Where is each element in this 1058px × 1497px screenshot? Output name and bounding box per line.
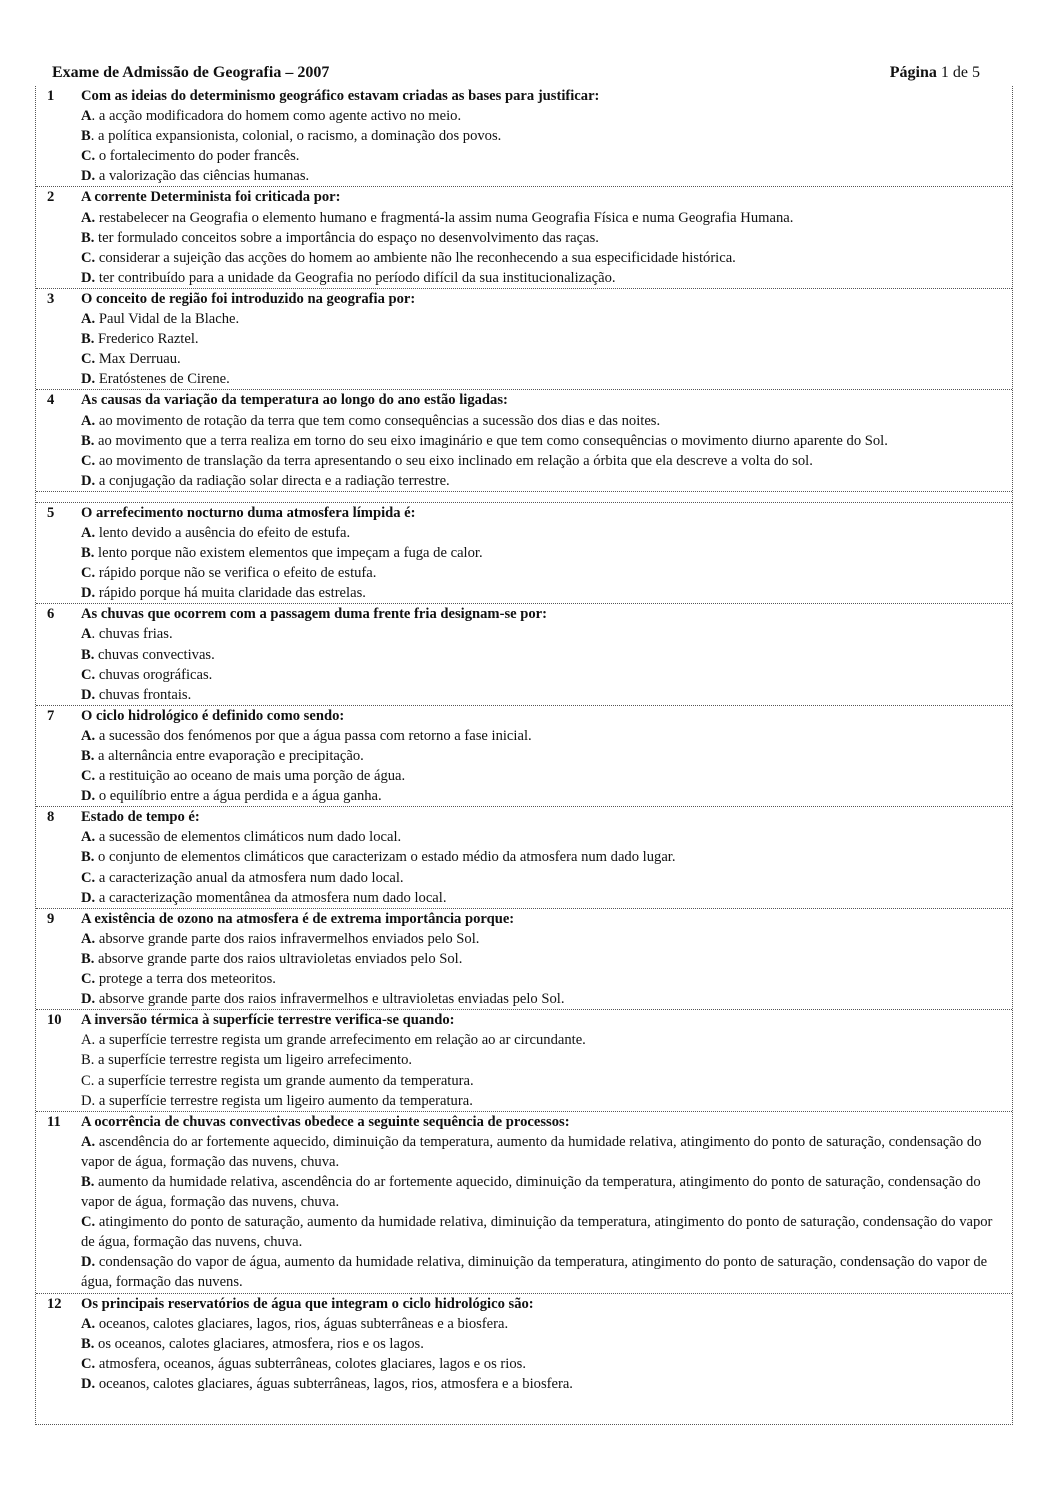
option-text: . a acção modificadora do homem como agente activo no meio.: [91, 108, 462, 125]
question-7: [36, 706, 1012, 807]
option-text: ao movimento que a terra realiza em torno do seu eixo imaginário e que tem como consequências o movimento diurno aparente do Sol.: [94, 432, 888, 449]
option-letter: C.: [81, 565, 96, 582]
option-text: oceanos, calotes glaciares, águas subterrâneas, lagos, rios, atmosfera e a biosfera.: [95, 1375, 573, 1392]
option-text: oceanos, calotes glaciares, lagos, rios, águas subterrâneas e a biosfera.: [95, 1315, 509, 1332]
option-letter: B.: [81, 1173, 95, 1190]
option-letter: B.: [81, 331, 95, 348]
answer-option: [81, 431, 1002, 451]
option-letter: C.: [81, 148, 96, 165]
option-text: rápido porque há muita claridade das estrelas.: [95, 585, 366, 602]
answer-option: [81, 1071, 1002, 1091]
option-letter: A.: [81, 829, 96, 846]
question-5: [36, 502, 1012, 604]
question-number: 11: [47, 1113, 61, 1130]
option-text: lento porque não existem elementos que impeçam a fuga de calor.: [94, 545, 483, 562]
option-text: condensação do vapor de água, aumento da humidade relativa, diminuição da temperatura, atingimento do ponto de saturação, condensação do vapor de água, formação das nuvens.: [81, 1254, 988, 1291]
option-letter: D.: [81, 472, 96, 489]
question-9: [36, 909, 1012, 1010]
option-text: a caracterização momentânea da atmosfera num dado local.: [95, 889, 447, 906]
answer-option: [81, 106, 1002, 126]
option-text: absorve grande parte dos raios infravermelhos e ultravioletas enviadas pelo Sol.: [95, 991, 565, 1008]
exam-title: Exame de Admissão de Geografia – 2007: [52, 64, 330, 81]
option-letter: D.: [81, 889, 96, 906]
option-letter: C.: [81, 249, 96, 266]
option-letter: D.: [81, 168, 96, 185]
answer-option: [81, 451, 1002, 471]
answer-option: [81, 888, 1002, 908]
answer-option: [81, 969, 1002, 989]
option-letter: D.: [81, 371, 96, 388]
option-text: Paul Vidal de la Blache.: [95, 311, 240, 328]
page-header: [52, 64, 980, 86]
option-letter: B.: [81, 748, 95, 764]
answer-option: [81, 1374, 1002, 1394]
answer-option: [81, 349, 1002, 369]
question-number: 12: [47, 1295, 62, 1312]
option-letter: C.: [81, 351, 96, 368]
question-10: [36, 1010, 1012, 1111]
option-text: Eratóstenes de Cirene.: [95, 371, 230, 388]
option-text: o conjunto de elementos climáticos que caracterizam o estado médio da atmosfera num dado lugar.: [94, 849, 676, 866]
question-number: 9: [47, 910, 55, 927]
option-letter: C.: [81, 1355, 96, 1372]
option-text: lento devido a ausência do efeito de estufa.: [95, 524, 351, 541]
option-letter: B.: [81, 545, 95, 562]
answer-option: [81, 989, 1002, 1009]
question-stem: A corrente Determinista foi criticada por:: [81, 189, 341, 206]
option-letter: B.: [81, 1335, 95, 1352]
answer-option: [81, 746, 1002, 766]
option-text: protege a terra dos meteoritos.: [95, 971, 276, 988]
question-number: 2: [47, 189, 55, 206]
question-4: [36, 390, 1012, 491]
question-stem: Com as ideias do determinismo geográfico estavam criadas as bases para justificar:: [81, 88, 600, 104]
option-letter: A.: [81, 727, 96, 744]
answer-option: [81, 1030, 1002, 1050]
answer-option: [81, 268, 1002, 288]
option-letter: C.: [81, 1214, 96, 1231]
answer-option: [81, 786, 1002, 806]
answer-option: [81, 665, 1002, 685]
page-indicator: [890, 64, 980, 82]
answer-option: [81, 248, 1002, 268]
option-letter: D.: [81, 585, 96, 602]
question-list: [35, 86, 1013, 1425]
option-letter: D.: [81, 686, 96, 703]
option-letter: B.: [81, 432, 95, 449]
question-stem: O conceito de região foi introduzido na geografia por:: [81, 290, 416, 307]
answer-option: [81, 685, 1002, 705]
answer-option: [81, 1091, 1002, 1111]
option-letter: A.: [81, 1133, 96, 1150]
option-text: a alternância entre evaporação e precipitação.: [94, 748, 364, 764]
option-text: ter formulado conceitos sobre a importância do espaço no desenvolvimento das raças.: [94, 229, 599, 246]
option-letter: A.: [81, 930, 96, 947]
answer-option: [81, 726, 1002, 746]
option-letter: A: [81, 108, 92, 125]
question-stem: As chuvas que ocorrem com a passagem duma frente fria designam-se por:: [81, 606, 548, 623]
option-text: a conjugação da radiação solar directa e a radiação terrestre.: [95, 472, 450, 489]
option-letter: C.: [81, 768, 96, 785]
question-1: [36, 86, 1012, 187]
answer-option: [81, 1212, 1002, 1252]
option-text: D. a superfície terrestre regista um ligeiro aumento da temperatura.: [81, 1092, 473, 1109]
option-letter: B.: [81, 646, 95, 663]
option-letter: C.: [81, 869, 96, 886]
option-text: chuvas convectivas.: [94, 646, 215, 663]
answer-option: [81, 309, 1002, 329]
option-text: a sucessão dos fenómenos por que a água passa com retorno a fase inicial.: [95, 727, 532, 744]
option-letter: A.: [81, 524, 96, 541]
question-8: [36, 807, 1012, 908]
option-letter: C.: [81, 666, 96, 683]
option-text: A. a superfície terrestre regista um grande arrefecimento em relação ao ar circundante.: [81, 1032, 586, 1049]
question-stem: Os principais reservatórios de água que integram o ciclo hidrológico são:: [81, 1295, 534, 1312]
option-text: a restituição ao oceano de mais uma porção de água.: [95, 768, 406, 785]
option-letter: A.: [81, 1315, 96, 1332]
option-text: atingimento do ponto de saturação, aumento da humidade relativa, diminuição da temperatura, atingimento do ponto de saturação, condensação do vapor de água, formação das nuvens, chuva.: [81, 1214, 993, 1251]
question-number: 10: [47, 1012, 62, 1029]
option-letter: C.: [81, 452, 96, 469]
answer-option: [81, 166, 1002, 186]
question-stem: Estado de tempo é:: [81, 809, 200, 826]
answer-option: [81, 1334, 1002, 1354]
answer-option: [81, 1314, 1002, 1334]
option-letter: D.: [81, 1254, 96, 1271]
option-letter: B.: [81, 229, 95, 246]
option-letter: B: [81, 128, 91, 145]
question-number: 4: [47, 392, 55, 409]
answer-option: [81, 523, 1002, 543]
question-3: [36, 289, 1012, 390]
option-letter: B.: [81, 849, 95, 866]
page-number: 1 de 5: [940, 64, 980, 81]
option-text: B. a superfície terrestre regista um ligeiro arrefecimento.: [81, 1052, 413, 1069]
option-letter: D.: [81, 1375, 96, 1392]
option-text: os oceanos, calotes glaciares, atmosfera, rios e os lagos.: [94, 1335, 424, 1352]
answer-option: [81, 1172, 1002, 1212]
question-number: 5: [47, 504, 55, 521]
option-text: a sucessão de elementos climáticos num dado local.: [95, 829, 402, 846]
answer-option: [81, 563, 1002, 583]
option-text: Max Derruau.: [95, 351, 181, 368]
question-stem: A inversão térmica à superfície terrestre verifica-se quando:: [81, 1012, 455, 1029]
option-text: ascendência do ar fortemente aquecido, diminuição da temperatura, aumento da humidade relativa, atingimento do ponto de saturação, condensação do vapor de água, formação das nuvens, chuva.: [81, 1133, 982, 1170]
option-letter: D.: [81, 788, 96, 805]
question-stem: O ciclo hidrológico é definido como sendo:: [81, 707, 345, 724]
option-text: absorve grande parte dos raios infravermelhos enviados pelo Sol.: [95, 930, 480, 947]
option-text: . chuvas frias.: [91, 626, 173, 643]
question-number: 3: [47, 290, 55, 307]
question-number: 1: [47, 88, 55, 104]
answer-option: [81, 543, 1002, 563]
answer-option: [81, 126, 1002, 146]
answer-option: [81, 1252, 1002, 1292]
question-12: [36, 1294, 1012, 1394]
option-letter: A.: [81, 412, 96, 429]
option-text: o equilíbrio entre a água perdida e a água ganha.: [95, 788, 382, 805]
option-text: o fortalecimento do poder francês.: [95, 148, 300, 165]
answer-option: [81, 827, 1002, 847]
question-number: 7: [47, 707, 55, 724]
option-text: absorve grande parte dos raios ultravioletas enviados pelo Sol.: [94, 950, 463, 967]
question-2: [36, 187, 1012, 288]
answer-option: [81, 1132, 1002, 1172]
answer-option: [81, 766, 1002, 786]
answer-option: [81, 146, 1002, 166]
answer-option: [81, 411, 1002, 431]
answer-option: [81, 929, 1002, 949]
question-11: [36, 1112, 1012, 1294]
option-text: atmosfera, oceanos, águas subterrâneas, colotes glaciares, lagos e os rios.: [95, 1355, 526, 1372]
question-stem: As causas da variação da temperatura ao longo do ano estão ligadas:: [81, 392, 508, 409]
answer-option: [81, 369, 1002, 389]
option-text: a caracterização anual da atmosfera num dado local.: [95, 869, 404, 886]
answer-option: [81, 949, 1002, 969]
answer-option: [81, 228, 1002, 248]
option-text: aumento da humidade relativa, ascendência do ar fortemente aquecido, diminuição da temperatura, atingimento do ponto de saturação, condensação do vapor de água, formação das nuvens, chuva.: [81, 1173, 981, 1211]
option-letter: A.: [81, 311, 96, 328]
option-text: rápido porque não se verifica o efeito de estufa.: [95, 565, 377, 582]
option-text: restabelecer na Geografia o elemento humano e fragmentá-la assim numa Geografia Física e numa Geografia Humana.: [95, 209, 794, 226]
option-text: Frederico Raztel.: [94, 331, 199, 348]
answer-option: [81, 1050, 1002, 1070]
option-text: . a política expansionista, colonial, o racismo, a dominação dos povos.: [90, 128, 502, 145]
answer-option: [81, 1354, 1002, 1374]
option-text: C. a superfície terrestre regista um grande aumento da temperatura.: [81, 1072, 474, 1089]
option-letter: B.: [81, 950, 95, 967]
option-text: ter contribuído para a unidade da Geografia no período difícil da sua institucionalização.: [95, 269, 616, 286]
answer-option: [81, 624, 1002, 644]
option-letter: A: [81, 626, 92, 643]
option-text: considerar a sujeição das acções do homem ao ambiente não lhe reconhecendo a sua especificidade histórica.: [95, 249, 736, 266]
question-stem: A ocorrência de chuvas convectivas obedece a seguinte sequência de processos:: [81, 1113, 570, 1130]
answer-option: [81, 329, 1002, 349]
option-text: chuvas frontais.: [95, 686, 192, 703]
question-6: [36, 604, 1012, 705]
question-number: 6: [47, 606, 55, 623]
option-letter: D.: [81, 991, 96, 1008]
option-text: a valorização das ciências humanas.: [95, 168, 310, 185]
answer-option: [81, 868, 1002, 888]
option-text: ao movimento de rotação da terra que tem como consequências a sucessão dos dias e das noites.: [95, 412, 661, 429]
option-text: ao movimento de translação da terra apresentando o seu eixo inclinado em relação a órbita que ela descreve a volta do sol.: [95, 452, 813, 469]
answer-option: [81, 645, 1002, 665]
question-number: 8: [47, 809, 55, 826]
option-text: chuvas orográficas.: [95, 666, 213, 683]
option-letter: C.: [81, 971, 96, 988]
answer-option: [81, 208, 1002, 228]
option-letter: A.: [81, 209, 96, 226]
question-stem: O arrefecimento nocturno duma atmosfera límpida é:: [81, 504, 416, 521]
answer-option: [81, 471, 1002, 491]
answer-option: [81, 583, 1002, 603]
option-letter: D.: [81, 269, 96, 286]
answer-option: [81, 847, 1002, 867]
page-label: Página: [889, 64, 937, 81]
question-stem: A existência de ozono na atmosfera é de extrema importância porque:: [81, 910, 515, 927]
